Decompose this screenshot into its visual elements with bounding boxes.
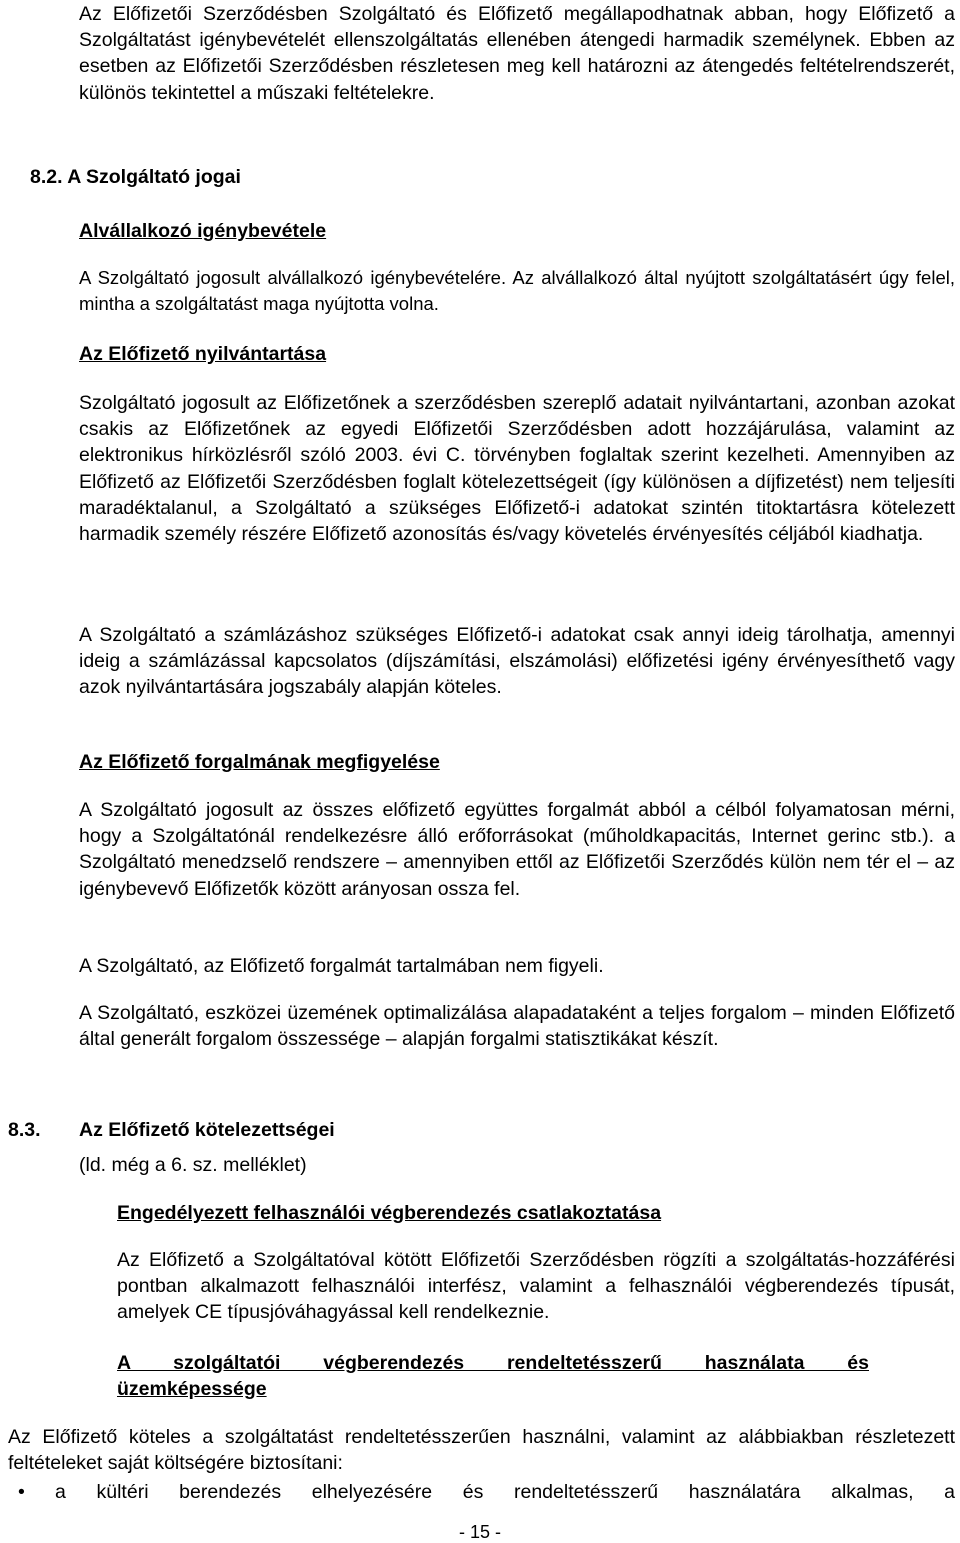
bullet-marker: •	[18, 1481, 25, 1503]
section-number-8-3: 8.3.	[8, 1119, 41, 1141]
section-number: 8.2.	[30, 166, 63, 188]
page-number: - 15 -	[458, 1522, 501, 1542]
paragraph-nyilvantartas-1: Szolgáltató jogosult az Előfizetőnek a szerződésben szereplő adatait nyilvántartani, azonban azokat csakis az Előfizetőnek az egyedi Előfizetői Szerződésben adott hozzájárulása, valamint az elektronikus hírközlésről szóló 2003. évi C. törvényben foglaltak szerint kezelheti. Amennyiben az Előfizető az Előfizetői Szerződésben foglalt kötelezettségeit (így különösen a díjfizetést) nem teljesíti maradéktalanul, a Szolgáltató a szükséges Előfizető-i adatokat szintén titoktartásra kötelezett harmadik személy részére Előfizető azonosítás és/vagy követelés érvényesítés céljából kiadhatja.	[79, 392, 955, 546]
paragraph-nyilvantartas-2: A Szolgáltató a számlázáshoz szükséges Előfizető-i adatokat csak annyi ideig tárolhatja, amennyi ideig a számlázással kapcsolatos (díjszámítási, elszámolási) előfizetési igény érvényesíthető vagy azok nyilvántartására jogszabály alapján köteles.	[79, 624, 955, 699]
paragraph-forgalom-3: A Szolgáltató, eszközei üzemének optimalizálása alapadataként a teljes forgalom – minden Előfizető által generált forgalom összessége – alapján forgalmi statisztikákat készít.	[79, 1002, 955, 1051]
bullet-text: a kültéri berendezés elhelyezésére és rendeltetésszerű használatára alkalmas, a	[55, 1481, 955, 1503]
section-8-3-subtitle: (ld. még a 6. sz. melléklet)	[79, 1154, 307, 1176]
subheading-vegberendezes: Engedélyezett felhasználói végberendezés csatlakoztatása	[117, 1202, 662, 1224]
section-title: A Szolgáltató jogai	[67, 166, 241, 188]
intro-paragraph: Az Előfizetői Szerződésben Szolgáltató és Előfizető megállapodhatnak abban, hogy Előfizető a Szolgáltatást igénybevételét ellenszolgáltatás ellenében átengedi harmadik személynek. Ebben az esetben az Előfizetői Szerződésben részletesen meg kell határozni az átengedés feltételrendszerét, különös tekintettel a műszaki feltételekre.	[79, 3, 955, 104]
paragraph-rendeltetes: Az Előfizető köteles a szolgáltatást rendeltetésszerűen használni, valamint az alábbiakban részletezett feltételeket saját költségére biztosítani:	[8, 1426, 955, 1475]
subheading-alvallalkozo: Alvállalkozó igénybevétele	[79, 220, 327, 242]
paragraph-forgalom-1: A Szolgáltató jogosult az összes előfizető együttes forgalmát abból a célból folyamatosan mérni, hogy a Szolgáltatónál rendelkezésre álló erőforrásokat (műholdkapacitás, Internet gerinc stb.). a Szolgáltató menedzselő rendszere – amennyiben ettől az Előfizetői Szerződés külön nem tér el – az igénybevevő Előfizetők között arányosan ossza fel.	[79, 799, 955, 900]
paragraph-forgalom-2: A Szolgáltató, az Előfizető forgalmát tartalmában nem figyeli.	[79, 955, 604, 977]
subheading-forgalom: Az Előfizető forgalmának megfigyelése	[79, 751, 440, 773]
paragraph-vegberendezes: Az Előfizető a Szolgáltatóval kötött Előfizetői Szerződésben rögzíti a szolgáltatás-hozzáférési pontban alkalmazott felhasználói interfész, valamint a felhasználói végberendezés típusát, amelyek CE típusjóváhagyással kell rendelkeznie.	[117, 1249, 955, 1324]
subheading-nyilvantartas: Az Előfizető nyilvántartása	[79, 343, 327, 365]
section-8-2-heading	[30, 164, 241, 190]
subheading-rendeltetes-line2: üzemképessége	[117, 1378, 267, 1400]
subheading-rendeltetes-line1: A szolgáltatói végberendezés rendeltetésszerű használata és	[117, 1352, 869, 1374]
section-8-3-title: Az Előfizető kötelezettségei	[79, 1119, 335, 1141]
bullet-item	[8, 1479, 955, 1505]
paragraph-alvallalkozo: A Szolgáltató jogosult alvállalkozó igénybevételére. Az alvállalkozó által nyújtott szolgáltatásért úgy felel, mintha a szolgáltatást maga nyújtotta volna.	[79, 267, 955, 314]
